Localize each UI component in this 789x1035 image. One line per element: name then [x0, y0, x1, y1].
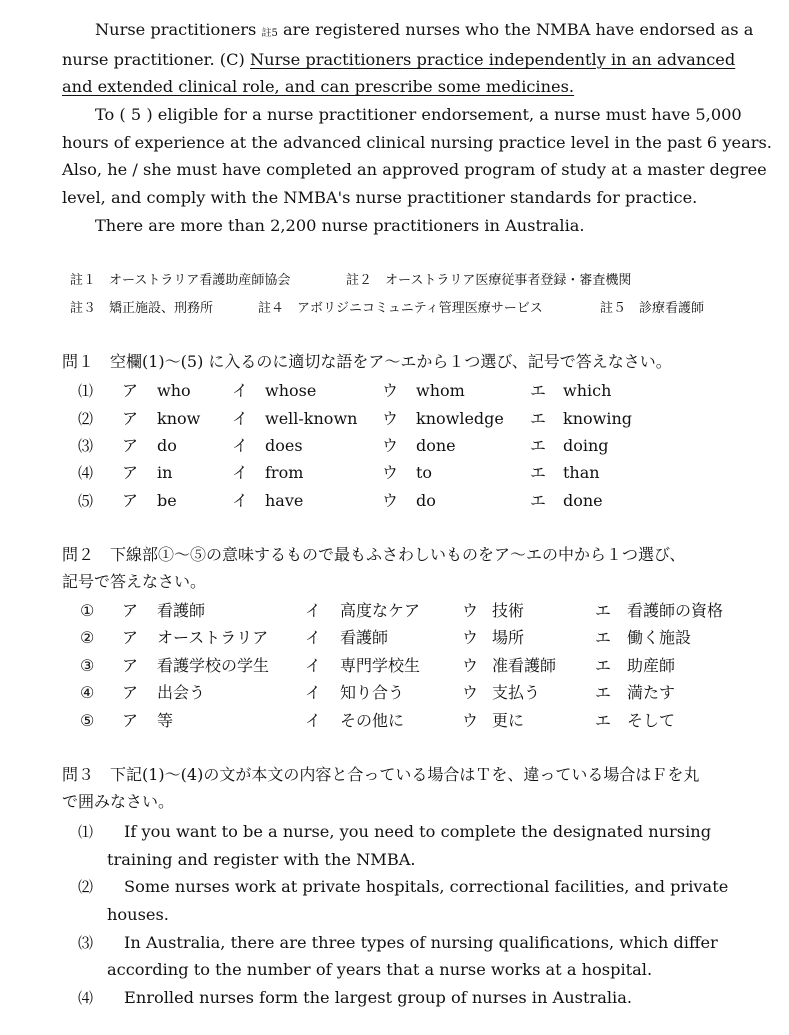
statement-text: In Australia, there are three types of nursing qualifications, which differ	[124, 933, 718, 952]
option-label-u: ウ	[382, 436, 399, 455]
row-number: ②	[80, 628, 95, 647]
option-label-i: イ	[232, 491, 249, 510]
option-e: which	[563, 381, 612, 400]
option-a: who	[157, 381, 191, 400]
passage-line	[62, 50, 735, 70]
passage-line: level, and comply with the NMBA's nurse practitioner standards for practice.	[62, 188, 698, 207]
option-u: 技術	[492, 601, 525, 620]
option-label-u: ウ	[382, 381, 399, 400]
option-label-u: ウ	[462, 628, 479, 647]
option-label-u: ウ	[462, 656, 479, 675]
passage-text: nurse practitioner. (C)	[62, 50, 245, 69]
option-a: be	[157, 491, 177, 510]
option-i: 高度なケア	[340, 601, 421, 620]
option-label-i: イ	[305, 656, 322, 675]
option-a: in	[157, 463, 173, 482]
option-i: whose	[265, 381, 317, 400]
note-2: 註２ オーストラリア医療従事者登録・審査機関	[346, 273, 632, 288]
option-label-a: ア	[122, 656, 139, 675]
note-3: 註３ 矯正施設、刑務所	[70, 301, 214, 316]
row-number: ⑸	[78, 492, 94, 510]
option-label-e: エ	[595, 601, 612, 620]
option-u: to	[416, 463, 433, 482]
passage-line: To ( 5 ) eligible for a nurse practitioner endorsement, a nurse must have 5,000	[95, 105, 742, 124]
option-i: have	[265, 491, 304, 510]
option-label-e: エ	[530, 491, 547, 510]
passage-text: are registered nurses who the NMBA have endorsed as a	[283, 20, 754, 39]
passage-line: There are more than 2,200 nurse practitioners in Australia.	[95, 216, 585, 235]
option-a: 出会う	[157, 683, 206, 702]
row-number: ①	[80, 601, 95, 620]
option-u: do	[416, 491, 436, 510]
option-i: from	[265, 463, 304, 482]
option-u: 更に	[492, 711, 525, 730]
row-number: ③	[80, 656, 95, 675]
statement-text: Enrolled nurses form the largest group of nurses in Australia.	[124, 988, 632, 1007]
row-number: ⑵	[78, 410, 94, 428]
option-i: 看護師	[340, 628, 389, 647]
row-number: ④	[80, 683, 95, 702]
option-u: whom	[416, 381, 465, 400]
option-label-i: イ	[232, 463, 249, 482]
option-label-e: エ	[530, 463, 547, 482]
item-number: ⑴	[78, 823, 94, 841]
option-label-a: ア	[122, 463, 139, 482]
question-3-prompt: で囲みなさい。	[62, 792, 175, 811]
option-a: do	[157, 436, 177, 455]
option-label-a: ア	[122, 711, 139, 730]
option-label-a: ア	[122, 381, 139, 400]
note-1: 註１ オーストラリア看護助産師協会	[70, 273, 291, 288]
option-e: doing	[563, 436, 609, 455]
row-number: ⑶	[78, 437, 94, 455]
option-label-i: イ	[305, 683, 322, 702]
option-label-e: エ	[595, 711, 612, 730]
option-i: 専門学校生	[340, 656, 421, 675]
option-label-a: ア	[122, 683, 139, 702]
option-label-a: ア	[122, 628, 139, 647]
option-label-a: ア	[122, 436, 139, 455]
statement-text: If you want to be a nurse, you need to complete the designated nursing	[124, 822, 712, 841]
option-i: 知り合う	[340, 683, 405, 702]
option-e: knowing	[563, 409, 632, 428]
row-number: ⑷	[78, 464, 94, 482]
option-label-u: ウ	[382, 491, 399, 510]
question-3-prompt: 問３ 下記(1)～(4)の文が本文の内容と合っている場合はＴを、違っている場合はＦを丸	[62, 765, 700, 784]
underlined-text-c: Nurse practitioners practice independently in an advanced	[249, 50, 736, 69]
option-i: does	[265, 436, 303, 455]
statement-text: training and register with the NMBA.	[107, 850, 416, 869]
question-2-prompt: 記号で答えなさい。	[62, 572, 207, 591]
option-label-e: エ	[530, 381, 547, 400]
option-label-u: ウ	[382, 409, 399, 428]
option-label-u: ウ	[462, 711, 479, 730]
option-label-a: ア	[122, 409, 139, 428]
note-5: 註５ 診療看護師	[600, 301, 705, 316]
item-number: ⑵	[78, 878, 94, 896]
option-e: than	[563, 463, 600, 482]
statement-text: according to the number of years that a nurse works at a hospital.	[107, 960, 653, 979]
passage-line: Also, he / she must have completed an approved program of study at a master degree	[62, 160, 767, 179]
option-label-a: ア	[122, 491, 139, 510]
option-label-i: イ	[232, 381, 249, 400]
option-a: オーストラリア	[157, 628, 269, 647]
option-e: 助産師	[627, 656, 676, 675]
item-number: ⑶	[78, 934, 94, 952]
option-label-i: イ	[232, 436, 249, 455]
option-label-i: イ	[305, 601, 322, 620]
statement-text: Some nurses work at private hospitals, correctional facilities, and private	[124, 877, 729, 896]
question-1-prompt: 問１ 空欄(1)～(5) に入るのに適切な語をア～エから１つ選び、記号で答えなさい。	[62, 352, 672, 371]
passage-text: Nurse practitioners	[95, 20, 257, 39]
option-u: knowledge	[416, 409, 504, 428]
option-label-e: エ	[595, 628, 612, 647]
option-e: そして	[627, 711, 676, 730]
option-a: know	[157, 409, 201, 428]
option-label-e: エ	[530, 436, 547, 455]
option-label-e: エ	[530, 409, 547, 428]
option-u: done	[416, 436, 456, 455]
option-i: その他に	[340, 711, 405, 730]
option-u: 場所	[492, 628, 525, 647]
option-label-u: ウ	[462, 683, 479, 702]
option-a: 看護師	[157, 601, 206, 620]
question-2-prompt: 問２ 下線部①～⑤の意味するもので最もふさわしいものをア～エの中から１つ選び、	[62, 545, 686, 564]
option-i: well-known	[265, 409, 358, 428]
footnote-marker: 註5	[261, 28, 278, 39]
option-label-e: エ	[595, 683, 612, 702]
statement-text: houses.	[107, 905, 169, 924]
passage-line	[95, 20, 753, 44]
option-label-i: イ	[232, 409, 249, 428]
option-a: 看護学校の学生	[157, 656, 270, 675]
underlined-text-c: and extended clinical role, and can prescribe some medicines.	[62, 77, 575, 96]
option-e: done	[563, 491, 603, 510]
option-u: 准看護師	[492, 656, 557, 675]
row-number: ⑴	[78, 382, 94, 400]
option-label-e: エ	[595, 656, 612, 675]
option-a: 等	[157, 711, 174, 730]
note-4: 註４ アボリジニコミュニティ管理医療サービス	[258, 301, 543, 316]
option-label-u: ウ	[382, 463, 399, 482]
option-e: 働く施設	[627, 628, 692, 647]
option-label-a: ア	[122, 601, 139, 620]
passage-line: hours of experience at the advanced clinical nursing practice level in the past 6 years.	[62, 133, 772, 152]
option-e: 満たす	[627, 683, 676, 702]
item-number: ⑷	[78, 989, 94, 1007]
row-number: ⑤	[80, 711, 95, 730]
option-label-i: イ	[305, 711, 322, 730]
option-u: 支払う	[492, 683, 541, 702]
option-label-i: イ	[305, 628, 322, 647]
option-label-u: ウ	[462, 601, 479, 620]
option-e: 看護師の資格	[627, 601, 724, 620]
